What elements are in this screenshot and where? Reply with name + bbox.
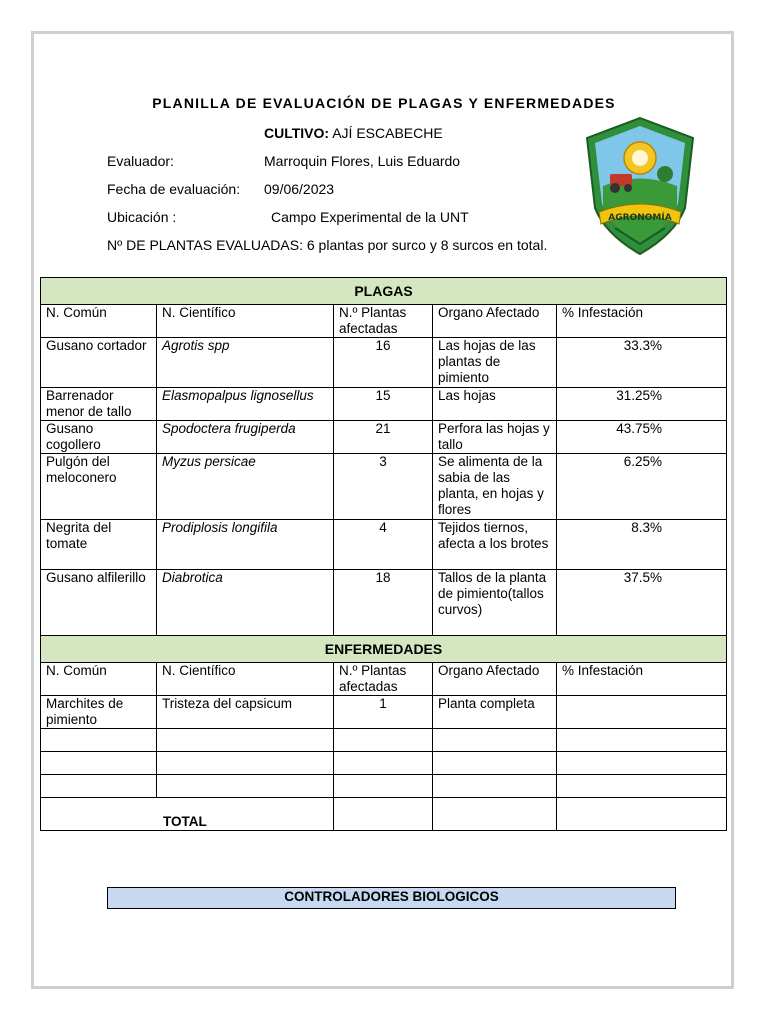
controladores-biologicos-header: CONTROLADORES BIOLOGICOS bbox=[107, 887, 676, 909]
evaluation-table bbox=[40, 277, 727, 831]
table-row bbox=[41, 388, 727, 421]
cell-cientifico: Myzus persicae bbox=[157, 454, 334, 520]
evaluador-value: Marroquin Flores, Luis Eduardo bbox=[264, 153, 461, 169]
enfermedades-header: ENFERMEDADES bbox=[41, 636, 727, 663]
col-organo: Organo Afectado bbox=[433, 305, 557, 338]
ubicacion-value: Campo Experimental de la UNT bbox=[271, 209, 469, 225]
cell-organo: Las hojas de las plantas de pimiento bbox=[433, 338, 557, 388]
ubicacion-label: Ubicación : bbox=[107, 209, 177, 225]
col-organo: Organo Afectado bbox=[433, 663, 557, 696]
cell-comun: Negrita del tomate bbox=[41, 520, 157, 570]
total-label: TOTAL bbox=[41, 798, 334, 831]
empty-row bbox=[41, 775, 727, 798]
cell-plantas: 16 bbox=[334, 338, 433, 388]
cell-organo: Perfora las hojas y tallo bbox=[433, 421, 557, 454]
cell-comun: Barrenador menor de tallo bbox=[41, 388, 157, 421]
cell-organo: Las hojas bbox=[433, 388, 557, 421]
cell-organo: Planta completa bbox=[433, 696, 557, 729]
cell-comun: Pulgón del meloconero bbox=[41, 454, 157, 520]
cell-plantas: 21 bbox=[334, 421, 433, 454]
table-row bbox=[41, 696, 727, 729]
cell-plantas: 1 bbox=[334, 696, 433, 729]
evaluador-label: Evaluador: bbox=[107, 153, 174, 169]
logo-text: AGRONOMÍA bbox=[608, 213, 672, 223]
cell-cientifico: Spodoctera frugiperda bbox=[157, 421, 334, 454]
cell-infestacion: 31.25% bbox=[557, 388, 727, 421]
cell-organo: Tejidos tiernos, afecta a los brotes bbox=[433, 520, 557, 570]
col-cientifico: N. Científico bbox=[157, 663, 334, 696]
cell-cientifico: Agrotis spp bbox=[157, 338, 334, 388]
table-row bbox=[41, 520, 727, 570]
cell-organo: Se alimenta de la sabia de las planta, en hojas y flores bbox=[433, 454, 557, 520]
fecha-label: Fecha de evaluación: bbox=[107, 181, 241, 197]
col-infestacion: % Infestación bbox=[557, 305, 727, 338]
cell-infestacion: 37.5% bbox=[557, 570, 727, 636]
cell-plantas: 15 bbox=[334, 388, 433, 421]
col-infestacion: % Infestación bbox=[557, 663, 727, 696]
cell-infestacion: 33.3% bbox=[557, 338, 727, 388]
cultivo-label: CULTIVO: bbox=[264, 125, 330, 141]
cell-plantas: 18 bbox=[334, 570, 433, 636]
empty-row bbox=[41, 752, 727, 775]
cell-comun: Gusano cogollero bbox=[41, 421, 157, 454]
cell-infestacion bbox=[557, 696, 727, 729]
cell-infestacion: 43.75% bbox=[557, 421, 727, 454]
col-comun: N. Común bbox=[41, 305, 157, 338]
col-comun: N. Común bbox=[41, 663, 157, 696]
col-plantas: N.º Plantas afectadas bbox=[334, 305, 433, 338]
col-cientifico: N. Científico bbox=[157, 305, 334, 338]
plagas-column-headers bbox=[41, 305, 727, 338]
plagas-header: PLAGAS bbox=[41, 278, 727, 305]
cell-cientifico: Diabrotica bbox=[157, 570, 334, 636]
fecha-value: 09/06/2023 bbox=[264, 181, 335, 197]
empty-row bbox=[41, 729, 727, 752]
agronomia-logo bbox=[585, 116, 695, 256]
cell-comun: Marchites de pimiento bbox=[41, 696, 157, 729]
table-row bbox=[41, 454, 727, 520]
table-row bbox=[41, 570, 727, 636]
cell-cientifico: Elasmopalpus lignosellus bbox=[157, 388, 334, 421]
cultivo-line bbox=[264, 125, 443, 141]
col-plantas: N.º Plantas afectadas bbox=[334, 663, 433, 696]
cell-plantas: 3 bbox=[334, 454, 433, 520]
cell-infestacion: 6.25% bbox=[557, 454, 727, 520]
cell-cientifico: Prodiplosis longifila bbox=[157, 520, 334, 570]
cell-cientifico: Tristeza del capsicum bbox=[157, 696, 334, 729]
table-row bbox=[41, 338, 727, 388]
cultivo-value: AJÍ ESCABECHE bbox=[332, 125, 443, 141]
enfermedades-column-headers bbox=[41, 663, 727, 696]
cell-comun: Gusano cortador bbox=[41, 338, 157, 388]
cell-infestacion: 8.3% bbox=[557, 520, 727, 570]
cell-comun: Gusano alfilerillo bbox=[41, 570, 157, 636]
total-row bbox=[41, 798, 727, 831]
table-row bbox=[41, 421, 727, 454]
plantas-evaluadas: Nº DE PLANTAS EVALUADAS: 6 plantas por surco y 8 surcos en total. bbox=[107, 237, 548, 253]
cell-organo: Tallos de la planta de pimiento(tallos curvos) bbox=[433, 570, 557, 636]
document-title: PLANILLA DE EVALUACIÓN DE PLAGAS Y ENFERMEDADES bbox=[152, 95, 616, 111]
cell-plantas: 4 bbox=[334, 520, 433, 570]
